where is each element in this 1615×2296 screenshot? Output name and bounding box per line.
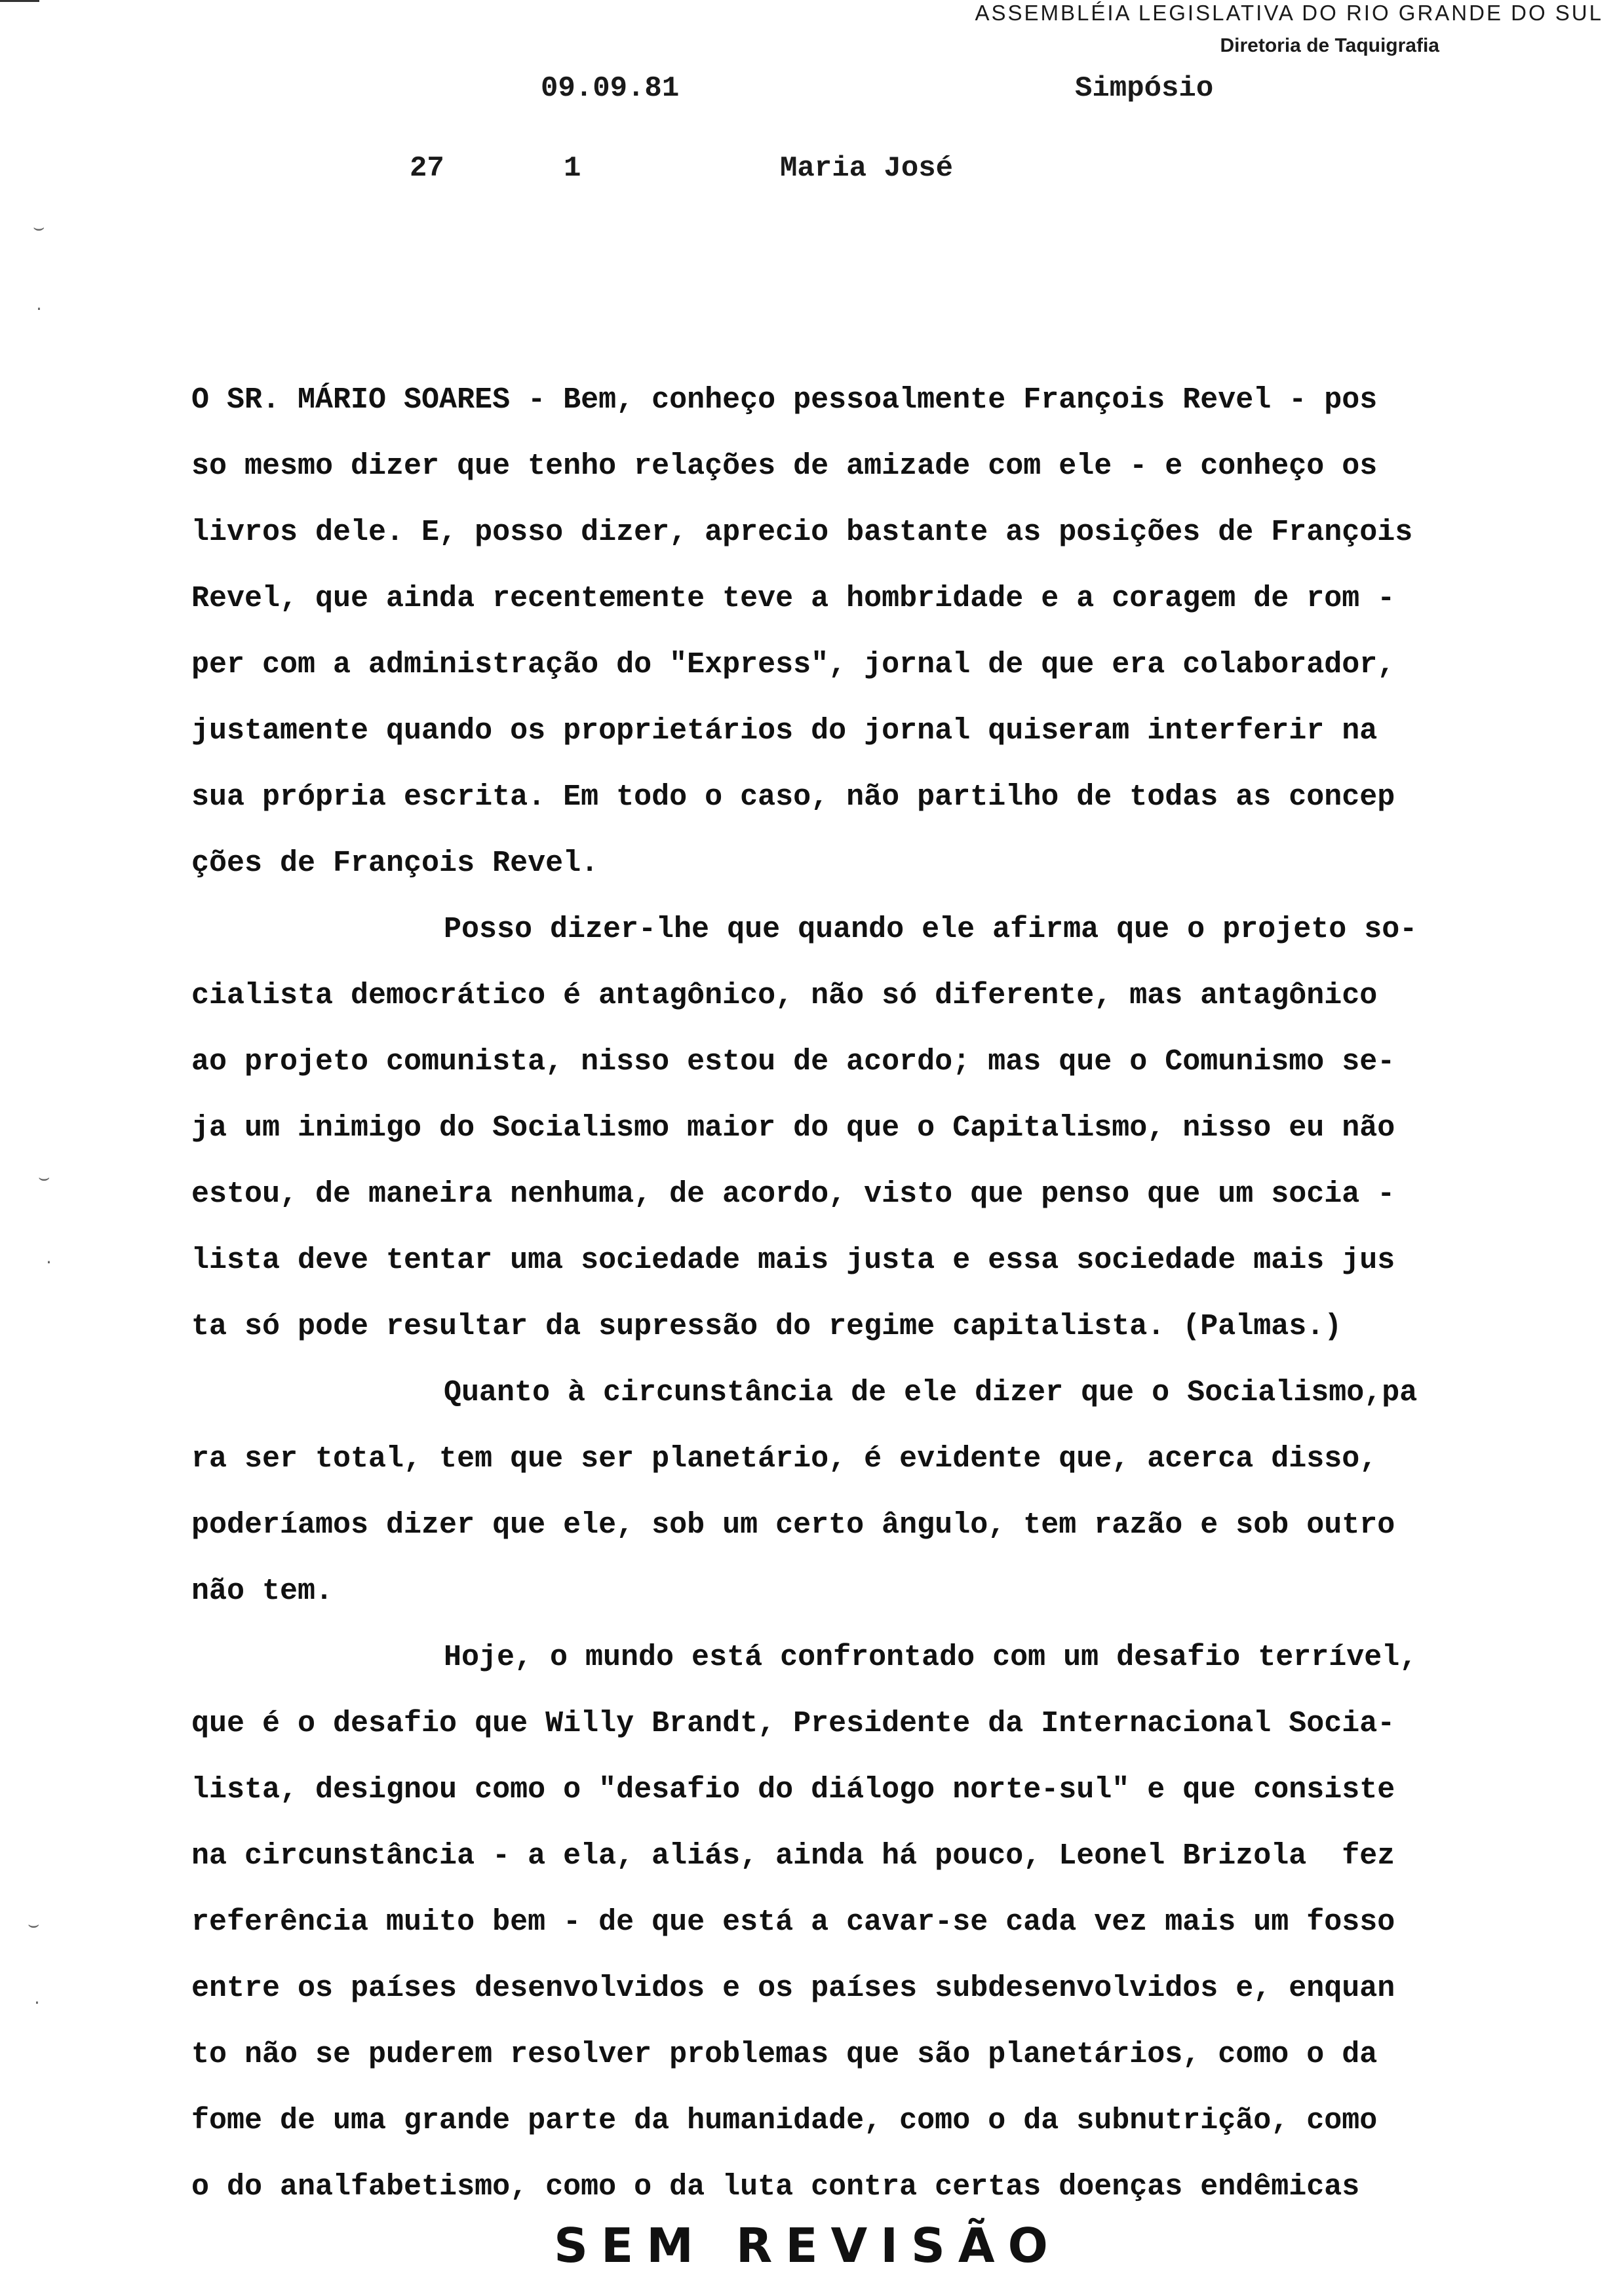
text-line: ra ser total, tem que ser planetário, é evidente que, acerca disso, [191,1442,1378,1476]
margin-mark: · [34,1992,40,2014]
text-line: so mesmo dizer que tenho relações de amizade com ele - e conheço os [191,450,1378,483]
text-line: cialista democrático é antagônico, não só diferente, mas antagônico [191,979,1378,1012]
text-line: não tem. [191,1575,334,1608]
text-line: que é o desafio que Willy Brandt, Presidente da Internacional Socia- [191,1707,1395,1740]
text-line: sua própria escrita. Em todo o caso, não partilho de todas as concep [191,780,1395,814]
text-line: livros dele. E, posso dizer, aprecio bastante as posições de François [191,516,1413,549]
text-line: poderíamos dizer que ele, sob um certo ângulo, tem razão e sob outro [191,1508,1395,1542]
text-line: ao projeto comunista, nisso estou de acordo; mas que o Comunismo se- [191,1045,1395,1079]
text-line: estou, de maneira nenhuma, de acordo, visto que penso que um socia - [191,1177,1395,1211]
text-line: ções de François Revel. [191,847,599,880]
margin-mark: ⌣ [33,216,45,238]
text-line: Posso dizer-lhe que quando ele afirma que o projeto so- [444,913,1418,946]
letterhead [975,0,1603,59]
sheet-number: 27 [410,152,444,185]
department-name: Diretoria de Taquigrafia [1220,35,1439,56]
text-line: referência muito bem - de que está a cavar-se cada vez mais um fosso [191,1905,1395,1939]
corner-mark [0,0,39,2]
institution-name: ASSEMBLÉIA LEGISLATIVA DO RIO GRANDE DO SUL [975,1,1603,25]
text-line: na circunstância - a ela, aliás, ainda há pouco, Leonel Brizola fez [191,1839,1395,1873]
stenographer-name: Maria José [780,152,954,185]
margin-mark: · [36,298,42,320]
text-line: lista deve tentar uma sociedade mais justa e essa sociedade mais jus [191,1244,1395,1277]
margin-mark: ⌣ [28,1913,40,1935]
text-line: Revel, que ainda recentemente teve a hombridade e a coragem de rom - [191,582,1395,615]
text-line: o do analfabetismo, como o da luta contra certas doenças endêmicas [191,2170,1360,2204]
no-revision-stamp: SEM REVISÃO [554,2218,1061,2273]
text-line: Hoje, o mundo está confrontado com um desafio terrível, [444,1641,1418,1674]
text-line: entre os países desenvolvidos e os países subdesenvolvidos e, enquan [191,1972,1395,2005]
text-line: justamente quando os proprietários do jornal quiseram interferir na [191,714,1378,748]
margin-mark: ⌣ [38,1166,50,1188]
text-line: O SR. MÁRIO SOARES - Bem, conheço pessoalmente François Revel - pos [191,383,1378,417]
text-line: Quanto à circunstância de ele dizer que o Socialismo,pa [444,1376,1418,1409]
text-line: lista, designou como o "desafio do diálogo norte-sul" e que consiste [191,1773,1395,1807]
session-date: 09.09.81 [541,72,680,105]
text-line: ta só pode resultar da supressão do regime capitalista. (Palmas.) [191,1310,1342,1343]
margin-mark: · [46,1252,52,1273]
session-event: Simpósio [1075,72,1214,105]
transcript-body [191,367,1515,2220]
text-line: ja um inimigo do Socialismo maior do que o Capitalismo, nisso eu não [191,1111,1395,1145]
text-line: per com a administração do "Express", jornal de que era colaborador, [191,648,1395,681]
sequence-number: 1 [564,152,581,185]
text-line: to não se puderem resolver problemas que são planetários, como o da [191,2038,1378,2071]
text-line: fome de uma grande parte da humanidade, como o da subnutrição, como [191,2104,1378,2137]
